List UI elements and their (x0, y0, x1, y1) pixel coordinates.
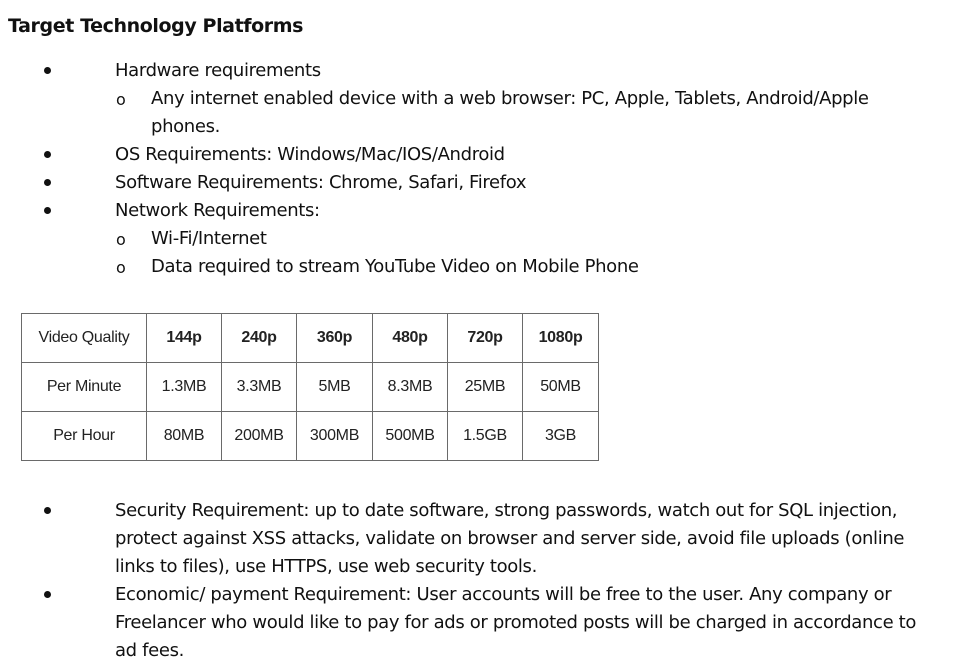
table-cell: 1.5GB (448, 412, 523, 461)
table-cell: Per Hour (22, 412, 147, 461)
sub-bullet-circle: o (116, 230, 126, 249)
software-requirements: Software Requirements: Chrome, Safari, Firefox (115, 172, 527, 193)
hardware-devices-text: Any internet enabled device with a web browser: PC, Apple, Tablets, Android/Apple (151, 88, 869, 109)
bullet-dot (44, 591, 51, 598)
bullet-dot (44, 179, 51, 186)
table-cell: 5MB (297, 363, 373, 412)
economic-requirement-line: Economic/ payment Requirement: User accounts will be free to the user. Any company or (115, 584, 892, 605)
table-header-cell: 144p (147, 314, 222, 363)
table-cell: 80MB (147, 412, 222, 461)
bullet-dot (44, 67, 51, 74)
table-header-cell: 480p (373, 314, 448, 363)
hardware-requirements-label: Hardware requirements (115, 60, 321, 81)
table-cell: 500MB (373, 412, 448, 461)
os-requirements: OS Requirements: Windows/Mac/IOS/Android (115, 144, 505, 165)
table-header-cell: 1080p (523, 314, 599, 363)
sub-bullet-circle: o (116, 258, 126, 277)
table-header-cell: 240p (222, 314, 297, 363)
security-requirement-line: Security Requirement: up to date software, strong passwords, watch out for SQL injection, (115, 500, 898, 521)
table-header-row (22, 314, 599, 363)
table-cell: 200MB (222, 412, 297, 461)
network-data-text: Data required to stream YouTube Video on Mobile Phone (151, 256, 639, 277)
network-requirements-label: Network Requirements: (115, 200, 320, 221)
bullet-dot (44, 207, 51, 214)
table-header-cell: 360p (297, 314, 373, 363)
table-cell: Per Minute (22, 363, 147, 412)
table-cell: 25MB (448, 363, 523, 412)
security-requirement-line: protect against XSS attacks, validate on browser and server side, avoid file uploads (online (115, 528, 905, 549)
economic-requirement-line: ad fees. (115, 640, 184, 661)
table-row (22, 412, 599, 461)
table-header-cell: Video Quality (22, 314, 147, 363)
table-cell: 3.3MB (222, 363, 297, 412)
security-requirement-line: links to files), use HTTPS, use web security tools. (115, 556, 537, 577)
table-cell: 50MB (523, 363, 599, 412)
network-wifi-text: Wi-Fi/Internet (151, 228, 267, 249)
bullet-dot (44, 507, 51, 514)
sub-bullet-circle: o (116, 90, 126, 109)
table-cell: 300MB (297, 412, 373, 461)
video-data-table (21, 313, 599, 461)
page-title: Target Technology Platforms (8, 15, 304, 37)
economic-requirement-line: Freelancer who would like to pay for ads or promoted posts will be charged in accordance to (115, 612, 917, 633)
table-row (22, 363, 599, 412)
table-cell: 8.3MB (373, 363, 448, 412)
table-cell: 1.3MB (147, 363, 222, 412)
bullet-dot (44, 151, 51, 158)
hardware-devices-text-cont: phones. (151, 116, 220, 137)
table-cell: 3GB (523, 412, 599, 461)
table-header-cell: 720p (448, 314, 523, 363)
